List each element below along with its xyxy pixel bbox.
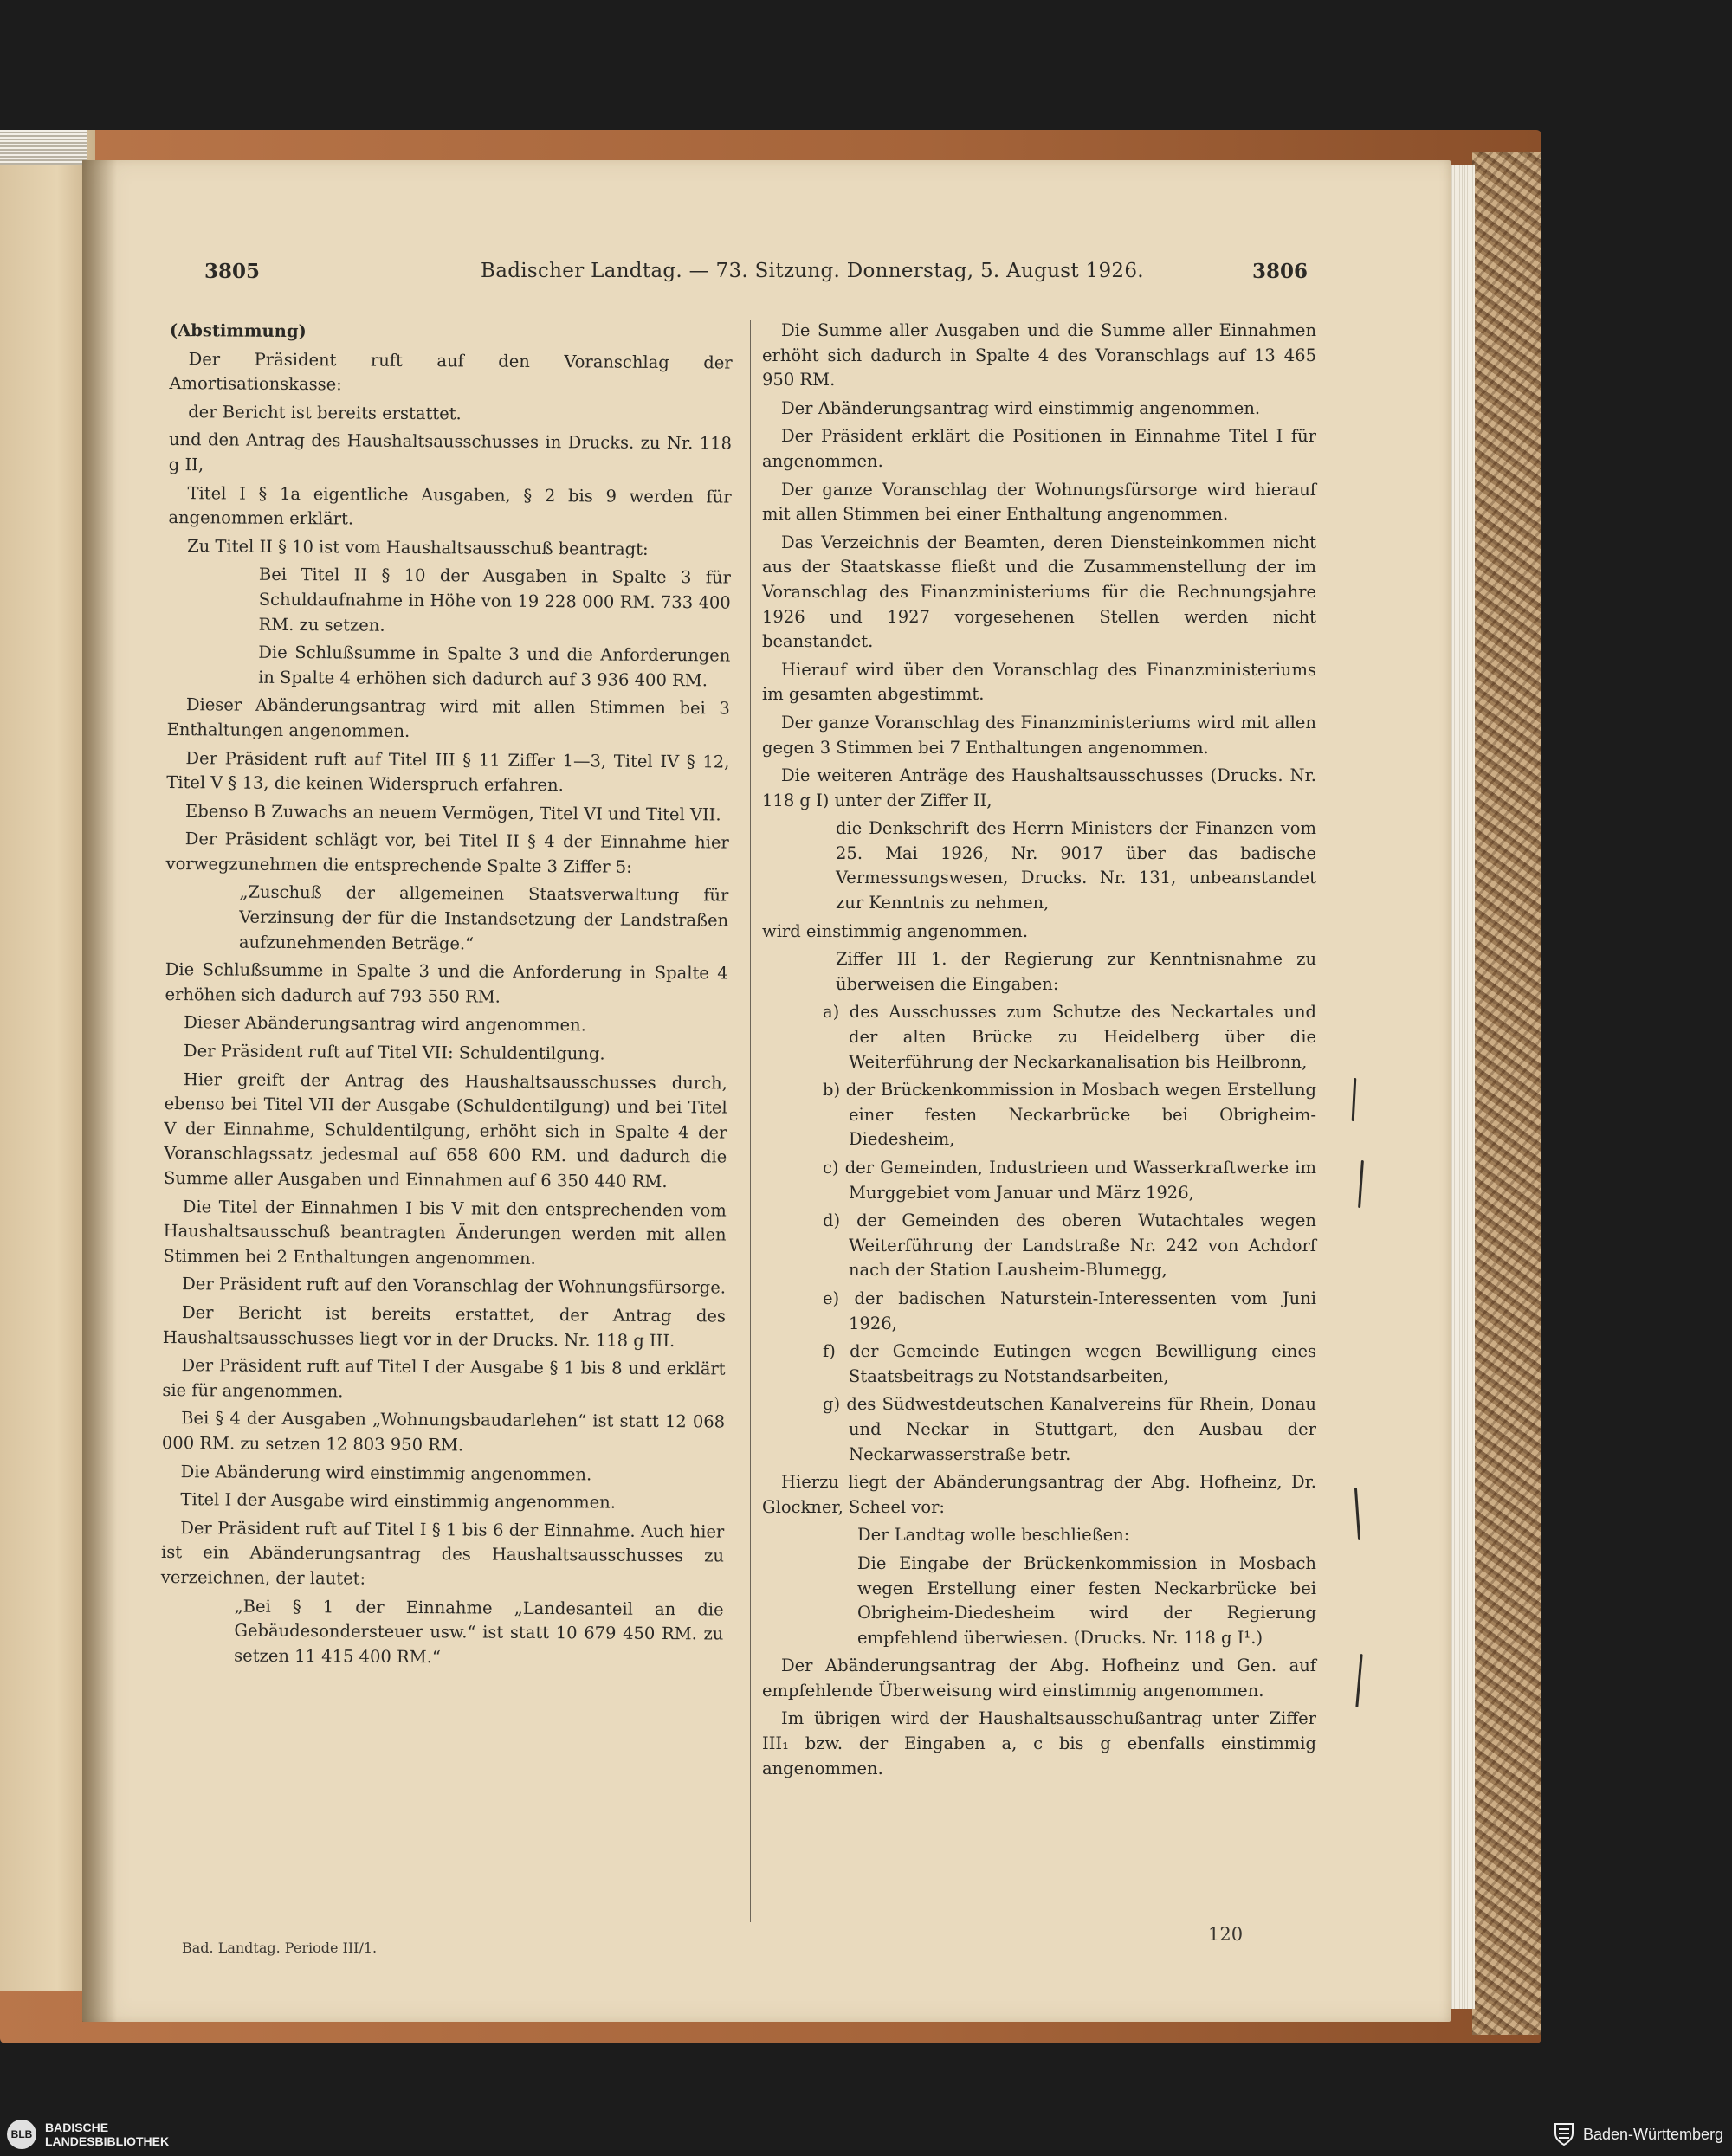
baden-wuerttemberg-label[interactable]: Baden-Württemberg — [1583, 2126, 1724, 2143]
paragraph: Der Präsident ruft auf Titel I § 1 bis 6 der Einnahme. Auch hier ist ein Abänderungsantrag des Haushaltsausschusses zu verzeichnen, der lautet: — [160, 1517, 725, 1589]
paragraph: und den Antrag des Haushaltsausschusses in Drucks. zu Nr. 118 g II, — [168, 429, 733, 475]
paragraph: wird einstimmig angenommen. — [762, 920, 1029, 941]
list-item: c) der Gemeinden, Industrieen und Wasserkraftwerke im Murggebiet vom Januar und März 1926, — [823, 1158, 1316, 1203]
running-title: Badischer Landtag. — 73. Sitzung. Donnerstag, 5. August 1926. — [481, 260, 1144, 282]
paragraph: Dieser Abänderungsantrag wird mit allen Stimmen bei 3 Enthaltungen angenommen. — [166, 694, 730, 741]
left-page-edge — [0, 130, 95, 1991]
footer-page-number: 120 — [1208, 1924, 1244, 1945]
paragraph: Der Bericht ist bereits erstattet, der Antrag des Haushaltsausschusses liegt vor in der Drucks. Nr. 118 g III. — [162, 1302, 727, 1351]
quoted-text: „Zuschuß der allgemeinen Staatsverwaltung für Verzinsung der für die Instandsetzung der Landstraßen aufzunehmenden Beträge.“ — [238, 882, 729, 954]
motion-text: Der Landtag wolle beschließen: — [857, 1525, 1130, 1546]
list-item: d) der Gemeinden des oberen Wutachtales wegen Weiterführung der Landstraße Nr. 242 von Achdorf nach der Station Lausheim-Blumegg, — [823, 1210, 1316, 1281]
list-item: g) des Südwestdeutschen Kanalvereins für Rhein, Donau und Neckar in Stuttgart, den Ausbau der Neckarwasserstraße betr. — [823, 1394, 1316, 1464]
paragraph: Zu Titel II § 10 ist vom Haushaltsausschuß beantragt: — [187, 535, 649, 559]
list-item: e) der badischen Naturstein-Interessenten vom Juni 1926, — [823, 1288, 1316, 1333]
motion-text: Die Schlußsumme in Spalte 3 und die Anforderungen in Spalte 4 erhöhen sich dadurch auf 3 936 400 RM. — [258, 642, 731, 691]
paragraph: Der Präsident ruft auf den Voranschlag der Wohnungsfürsorge. — [182, 1274, 727, 1298]
page-number-left: 3805 — [204, 260, 261, 283]
list-item: b) der Brückenkommission in Mosbach wegen Erstellung einer festen Neckarbrücke bei Obrigheim-Diedesheim, — [823, 1080, 1316, 1150]
paragraph: der Bericht ist bereits erstattet. — [188, 401, 462, 424]
left-page-stack — [0, 130, 87, 165]
paragraph: Hierzu liegt der Abänderungsantrag der Abg. Hofheinz, Dr. Glockner, Scheel vor: — [762, 1472, 1316, 1517]
paragraph: Der Abänderungsantrag der Abg. Hofheinz und Gen. auf empfehlende Überweisung wird einstimmig angenommen. — [762, 1656, 1316, 1701]
paragraph: Ebenso B Zuwachs an neuem Vermögen, Titel VI und Titel VII. — [184, 800, 721, 825]
paragraph: Titel I der Ausgabe wird einstimmig angenommen. — [180, 1489, 617, 1513]
blb-line-2: LANDESBIBLIOTHEK — [45, 2134, 170, 2148]
paragraph: Der Präsident erklärt die Positionen in Einnahme Titel I für angenommen. — [762, 426, 1316, 471]
paragraph: Die Titel der Einnahmen I bis V mit den entsprechenden vom Haushaltsausschuß beantragten Änderungen werden mit allen Stimmen bei 2 Enthaltungen angenommen. — [163, 1196, 727, 1268]
page-number-right: 3806 — [1252, 260, 1309, 283]
motion-text: Bei Titel II § 10 der Ausgaben in Spalte 3 für Schuldaufnahme in Höhe von 19 228 000 RM. 733 400 RM. zu setzen. — [258, 565, 732, 636]
coat-of-arms-icon — [1552, 2121, 1576, 2147]
paragraph: Der ganze Voranschlag des Finanzministeriums wird mit allen gegen 3 Stimmen bei 7 Enthaltungen angenommen. — [762, 712, 1316, 758]
marbled-edge — [1472, 152, 1541, 2035]
paragraph: Bei § 4 der Ausgaben „Wohnungsbaudarlehen“ ist statt 12 068 000 RM. zu setzen 12 803 950 RM. — [161, 1408, 726, 1456]
paragraph: Der Präsident ruft auf Titel VII: Schuldentilgung. — [184, 1041, 605, 1064]
blb-logo-icon[interactable]: BLB — [7, 2120, 36, 2149]
paragraph: Die Summe aller Ausgaben und die Summe aller Einnahmen erhöht sich dadurch in Spalte 4 des Voranschlags auf 13 465 950 RM. — [762, 320, 1316, 391]
bottom-bar — [0, 2113, 1732, 2156]
motion-text: Die Eingabe der Brückenkommission in Mosbach wegen Erstellung einer festen Neckarbrücke bei Obrigheim-Diedesheim wird der Regierung empfehlend überwiesen. (Drucks. Nr. 118 g I¹.) — [857, 1552, 1316, 1648]
paragraph: Dieser Abänderungsantrag wird angenommen. — [184, 1012, 586, 1036]
paragraph: Der Präsident schlägt vor, bei Titel II § 4 der Einnahme hier vorwegzunehmen die entsprechende Spalte 3 Ziffer 5: — [165, 829, 729, 877]
list-item: a) des Ausschusses zum Schutze des Neckartales und der alten Brücke zu Heidelberg über die Weiterführung der Neckarkanalisation bis Heilbronn, — [823, 1002, 1316, 1072]
paragraph: Die Schlußsumme in Spalte 3 und die Anforderung in Spalte 4 erhöhen sich dadurch auf 793 550 RM. — [165, 959, 728, 1007]
paragraph: Die weiteren Anträge des Haushaltsausschusses (Drucks. Nr. 118 g I) unter der Ziffer II, — [762, 765, 1316, 810]
paragraph: Der ganze Voranschlag der Wohnungsfürsorge wird hierauf mit allen Stimmen bei einer Enthaltung angenommen. — [762, 479, 1316, 525]
quoted-text: „Bei § 1 der Einnahme „Landesanteil an die Gebäudesondersteuer usw.“ ist statt 10 679 450 RM. zu setzen 11 415 400 RM.“ — [234, 1596, 724, 1667]
section-heading: (Abstimmung) — [169, 320, 307, 342]
blb-line-1: BADISCHE — [45, 2120, 109, 2134]
paragraph: Der Abänderungsantrag wird einstimmig angenommen. — [781, 397, 1261, 418]
paragraph: Der Präsident ruft auf Titel I der Ausgabe § 1 bis 8 und erklärt sie für angenommen. — [162, 1355, 726, 1402]
list-item: f) der Gemeinde Eutingen wegen Bewilligung eines Staatsbeitrags zu Notstandsarbeiten, — [823, 1341, 1316, 1386]
paragraph: Ziffer III 1. der Regierung zur Kenntnisnahme zu überweisen die Eingaben: — [836, 949, 1316, 994]
right-column — [762, 319, 1316, 1785]
footer-left: Bad. Landtag. Periode III/1. — [182, 1940, 378, 1956]
paragraph: Im übrigen wird der Haushaltsausschußantrag unter Ziffer III₁ bzw. der Eingaben a, c bis g ebenfalls einstimmig angenommen. — [762, 1708, 1316, 1778]
paragraph: Hier greift der Antrag des Haushaltsausschusses durch, ebenso bei Titel VII der Ausgabe (Schuldentilgung) und bei Titel V der Einnahme, Schuldentilgung, erhöht sich in Spalte 4 der Voranschlagssatz jedesmal auf 658 600 RM. und dadurch die Summe aller Ausgaben und Einnahmen auf 6 350 440 RM. — [163, 1068, 727, 1192]
left-column — [160, 319, 733, 1675]
paragraph: Hierauf wird über den Voranschlag des Finanzministeriums im gesamten abgestimmt. — [762, 659, 1316, 705]
paragraph: Der Präsident ruft auf den Voranschlag der Amortisationskasse: — [169, 348, 733, 395]
column-divider — [750, 320, 751, 1922]
page-gutter-shadow — [82, 160, 117, 2022]
paragraph: Die Abänderung wird einstimmig angenommen. — [180, 1461, 592, 1484]
paragraph: Das Verzeichnis der Beamten, deren Diensteinkommen nicht aus der Staatskasse fließt und die Zusammenstellung der im Voranschlag des Finanzministeriums für die Rechnungsjahre 1926 und 1927 vorgesehenen Stellen werden nicht beanstandet. — [762, 532, 1316, 652]
paragraph: Der Präsident ruft auf Titel III § 11 Ziffer 1—3, Titel IV § 12, Titel V § 13, die keinen Widerspruch erfahren. — [166, 747, 730, 796]
blb-library-name[interactable] — [45, 2120, 169, 2148]
motion-text: die Denkschrift des Herrn Ministers der Finanzen vom 25. Mai 1926, Nr. 9017 über das badische Vermessungswesen, Drucks. Nr. 131, unbeanstandet zur Kenntnis zu nehmen, — [836, 818, 1316, 913]
paragraph: Titel I § 1a eigentliche Ausgaben, § 2 bis 9 werden für angenommen erklärt. — [168, 482, 732, 529]
